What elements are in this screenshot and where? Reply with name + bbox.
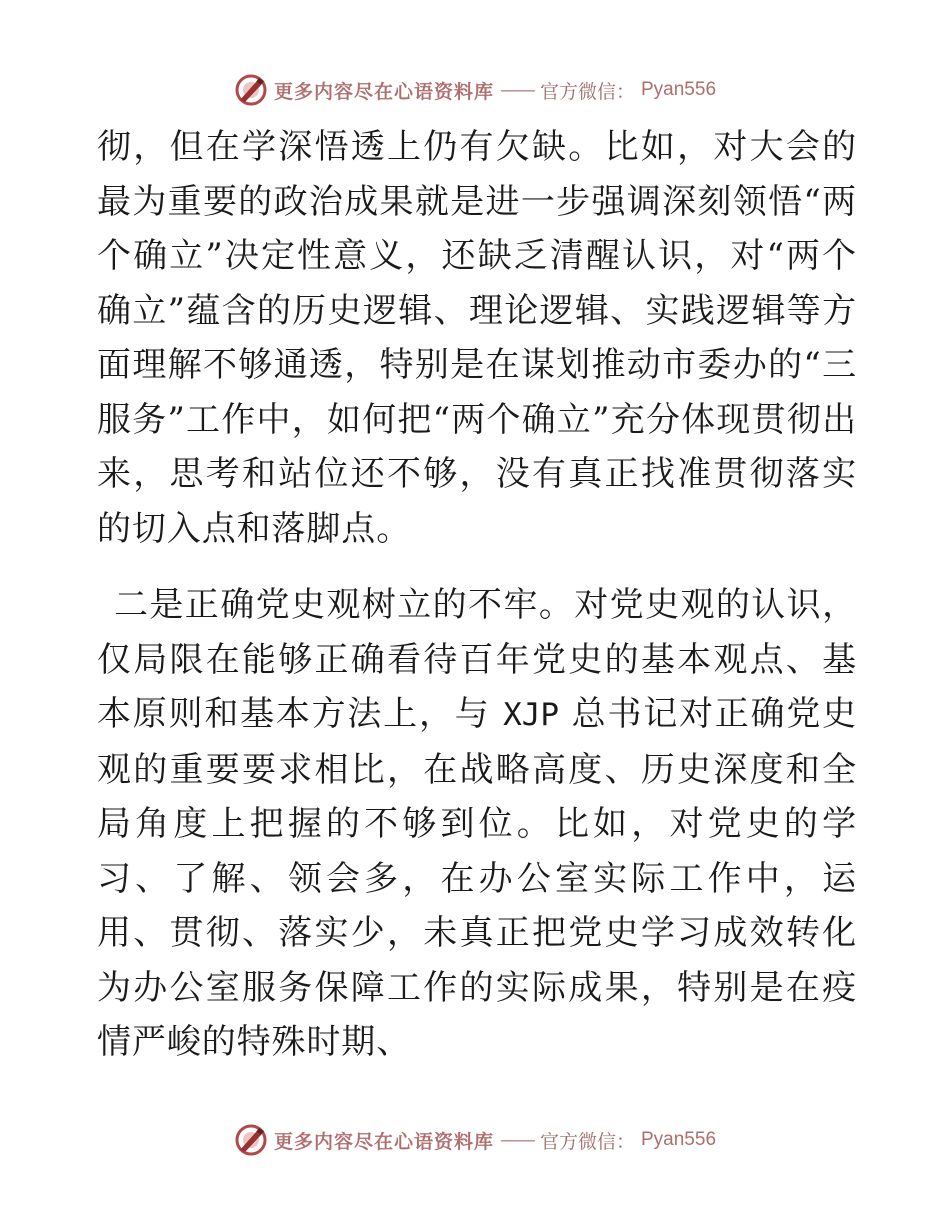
paragraph-text: 总书记对正确党史观的重要要求相比，在战略高度、历史深度和全局角度上把握的不够到位。比如，对党史的学习、了解、领会多，在办公室实际工作中，运用、贯彻、落实少，未真正把党史学习成效转化为办公室服务保障工作的实际成果，特别是在疫情严峻的特殊时期、 <box>97 694 857 1062</box>
watermark-separator: —— <box>499 79 534 101</box>
watermark-account: Pyan556 <box>641 1129 717 1150</box>
watermark-account: Pyan556 <box>641 79 717 100</box>
document-body <box>97 120 857 1070</box>
header-watermark <box>0 70 950 110</box>
footer-watermark <box>0 1120 950 1160</box>
body-paragraph: 彻，但在学深悟透上仍有欠缺。比如，对大会的最为重要的政治成果就是进一步强调深刻领悟“两个确立”决定性意义，还缺乏清醒认识，对“两个确立”蕴含的历史逻辑、理论逻辑、实践逻辑等方面理解不够通透，特别是在谋划推动市委办的“三服务”工作中，如何把“两个确立”充分体现贯彻出来，思考和站位还不够，没有真正找准贯彻落实的切入点和落脚点。 <box>97 127 857 549</box>
watermark-site-name: 更多内容尽在心语资料库 <box>273 1130 494 1153</box>
watermark-site-name: 更多内容尽在心语资料库 <box>273 80 494 103</box>
body-paragraph <box>97 578 857 1070</box>
pen-nib-logo-icon <box>234 1123 268 1157</box>
paragraph-abbreviation: XJP <box>503 697 560 733</box>
watermark-official-label: 官方微信： <box>539 80 635 103</box>
pen-nib-logo-icon <box>234 73 268 107</box>
watermark-separator: —— <box>499 1129 534 1151</box>
paragraph-text: 二是正确党史观树立的不牢。对党史观的认识，仅局限在能够正确看待百年党史的基本观点、基本原则和基本方法上，与 <box>97 585 857 734</box>
watermark-official-label: 官方微信： <box>539 1130 635 1153</box>
